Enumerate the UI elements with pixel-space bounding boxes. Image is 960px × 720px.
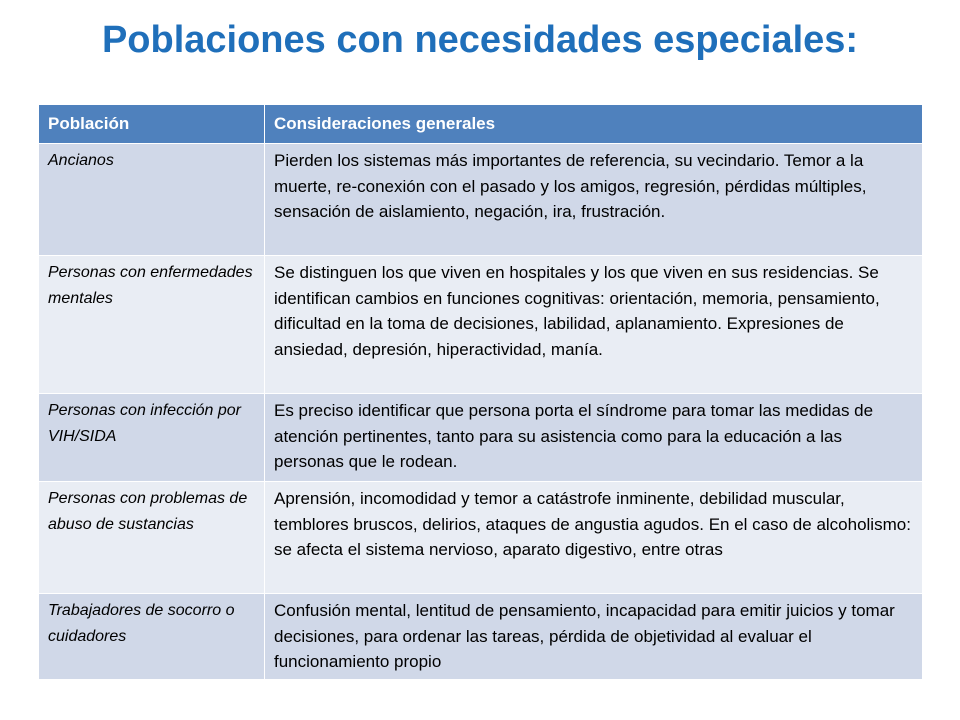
population-cell: Personas con infección por VIH/SIDA bbox=[39, 394, 265, 482]
considerations-cell: Pierden los sistemas más importantes de referencia, su vecindario. Temor a la muerte, re-conexión con el pasado y los amigos, regresión, pérdidas múltiples, sensación de aislamiento, negación, ira, frustración. bbox=[265, 144, 923, 256]
considerations-cell: Confusión mental, lentitud de pensamiento, incapacidad para emitir juicios y tomar decisiones, para ordenar las tareas, pérdida de objetividad al evaluar el funcionamiento propio bbox=[265, 594, 923, 680]
table-row bbox=[39, 482, 923, 594]
considerations-cell: Se distinguen los que viven en hospitales y los que viven en sus residencias. Se identifican cambios en funciones cognitivas: orientación, memoria, pensamiento, dificultad en la toma de decisiones, labilidad, aplanamiento. Expresiones de ansiedad, depresión, hiperactividad, manía. bbox=[265, 256, 923, 394]
table-row bbox=[39, 594, 923, 680]
population-cell: Personas con problemas de abuso de sustancias bbox=[39, 482, 265, 594]
considerations-cell: Aprensión, incomodidad y temor a catástrofe inminente, debilidad muscular, temblores bruscos, delirios, ataques de angustia agudos. En el caso de alcoholismo: se afecta el sistema nervioso, aparato digestivo, entre otras bbox=[265, 482, 923, 594]
header-consideraciones: Consideraciones generales bbox=[265, 105, 923, 144]
table-row bbox=[39, 256, 923, 394]
populations-table bbox=[38, 104, 923, 680]
header-poblacion: Población bbox=[39, 105, 265, 144]
slide-title: Poblaciones con necesidades especiales: bbox=[101, 19, 859, 61]
population-cell: Ancianos bbox=[39, 144, 265, 256]
table-row bbox=[39, 394, 923, 482]
considerations-cell: Es preciso identificar que persona porta el síndrome para tomar las medidas de atención pertinentes, tanto para su asistencia como para la educación a las personas que le rodean. bbox=[265, 394, 923, 482]
population-cell: Personas con enfermedades mentales bbox=[39, 256, 265, 394]
table-row bbox=[39, 144, 923, 256]
table-header-row bbox=[39, 105, 923, 144]
population-cell: Trabajadores de socorro o cuidadores bbox=[39, 594, 265, 680]
